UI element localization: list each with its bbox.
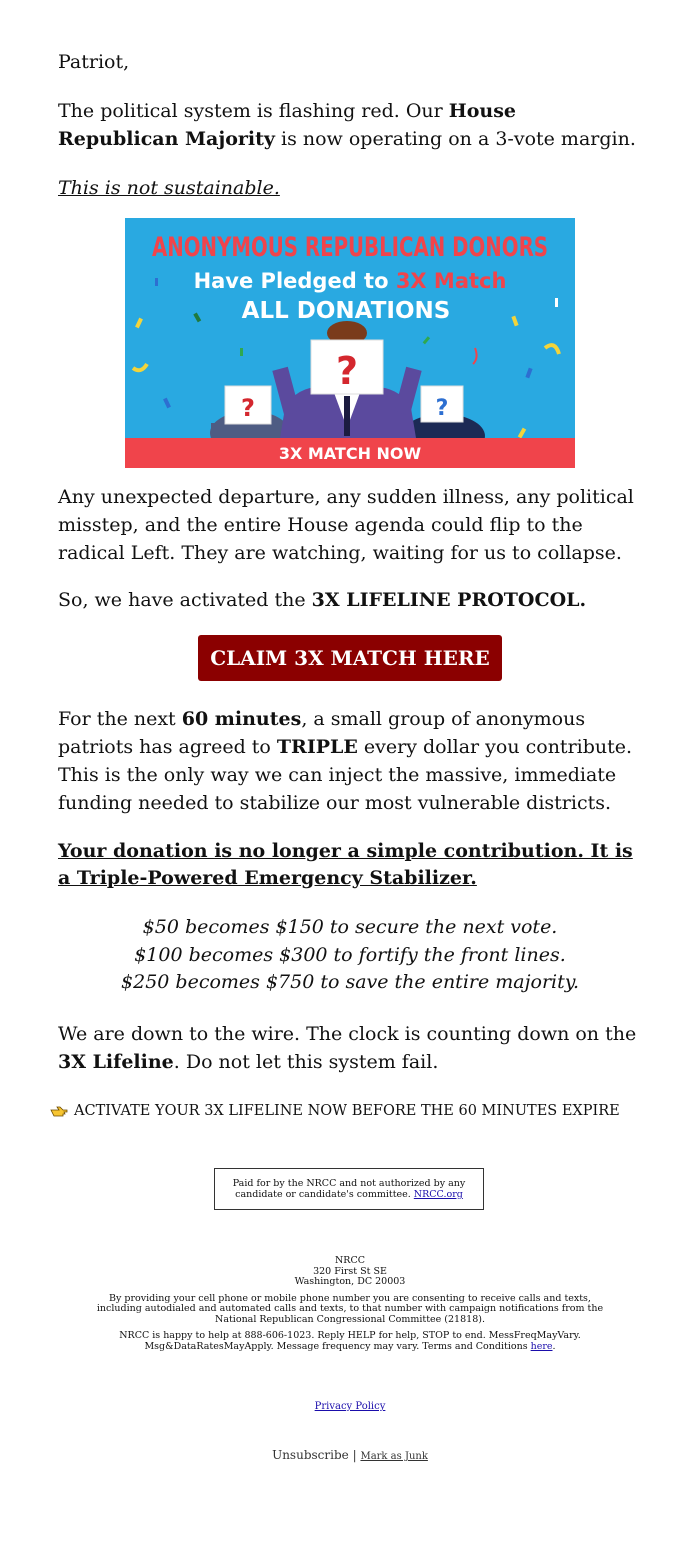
paragraph-wire: We are down to the wire. The clock is counting down on the 3X Lifeline. Do not let this system fail. [58,1023,637,1073]
activate-lifeline-link[interactable]: ACTIVATE YOUR 3X LIFELINE NOW BEFORE THE 60 MINUTES EXPIRE [50,1101,650,1121]
footer-help: NRCC is happy to help at 888-606-1023. Reply HELP for help, STOP to end. MessFreqMayVary. Msg&DataRatesMayApply. Message frequency may vary. Terms and Conditions here. [119,1330,581,1352]
paid-for-disclaimer: Paid for by the NRCC and not authorized by any candidate or candidate's committee. NRCC.org [214,1168,484,1210]
greeting: Patriot, [58,51,130,73]
svg-text:?: ? [435,396,449,421]
match-banner-image[interactable] [125,218,575,468]
terms-link[interactable]: here [530,1340,553,1352]
paragraph-sixty-minutes: For the next 60 minutes, a small group of anonymous patriots has agreed to TRIPLE every dollar you contribute. This is the only way we can inject the massive, immediate funding needed to stabilize our most vulnerable districts. [58,708,633,814]
donation-emphasis-link[interactable]: Your donation is no longer a simple contribution. It is a Triple-Powered Emergency Stabilizer. [58,840,633,889]
banner-headline: ANONYMOUS REPUBLICAN DONORS [152,232,548,263]
svg-text:?: ? [241,394,255,422]
offer-item-50: $50 becomes $150 to secure the next vote. [142,916,558,938]
paragraph-departure: Any unexpected departure, any sudden illness, any political misstep, and the entire House agenda could flip to the radical Left. They are watching, waiting for us to collapse. [58,486,634,564]
footer-info [90,1256,610,1358]
banner-match-now-button[interactable]: 3X MATCH NOW [278,444,422,463]
svg-text:?: ? [335,349,359,393]
paragraph-margin: The political system is flashing red. Our House Republican Majority is now operating on a 3-vote margin. [58,100,636,150]
offer-item-250: $250 becomes $750 to save the entire majority. [121,971,579,993]
footer-address: NRCC 320 First St SE Washington, DC 20003 [294,1255,406,1287]
banner-all-donations: ALL DONATIONS [241,298,451,324]
claim-match-button[interactable]: CLAIM 3X MATCH HERE [198,635,502,681]
footer-consent: By providing your cell phone or mobile phone number you are consenting to receive calls and texts, including autodialed and automated calls and texts, to that number with campaign notifications from the National Republican Congressional Committee (21818). [96,1292,604,1325]
paragraph-protocol: So, we have activated the 3X LIFELINE PROTOCOL. [58,589,587,611]
not-sustainable-text: This is not sustainable. [58,177,280,199]
unsubscribe-link[interactable]: Unsubscribe [272,1448,349,1462]
banner-graphic [125,218,575,468]
privacy-row [0,1401,700,1412]
mark-as-junk-link[interactable]: Mark as Junk [360,1451,428,1462]
offer-list [58,914,642,997]
nrcc-org-link[interactable]: NRCC.org [413,1189,463,1200]
offer-item-100: $100 becomes $300 to fortify the front lines. [134,943,566,966]
privacy-policy-link[interactable]: Privacy Policy [314,1401,386,1412]
unsubscribe-row [0,1448,700,1462]
pointing-hand-icon [50,1104,68,1118]
banner-subheadline: Have Pledged to 3X Match [193,269,507,293]
separator: | [352,1448,357,1462]
